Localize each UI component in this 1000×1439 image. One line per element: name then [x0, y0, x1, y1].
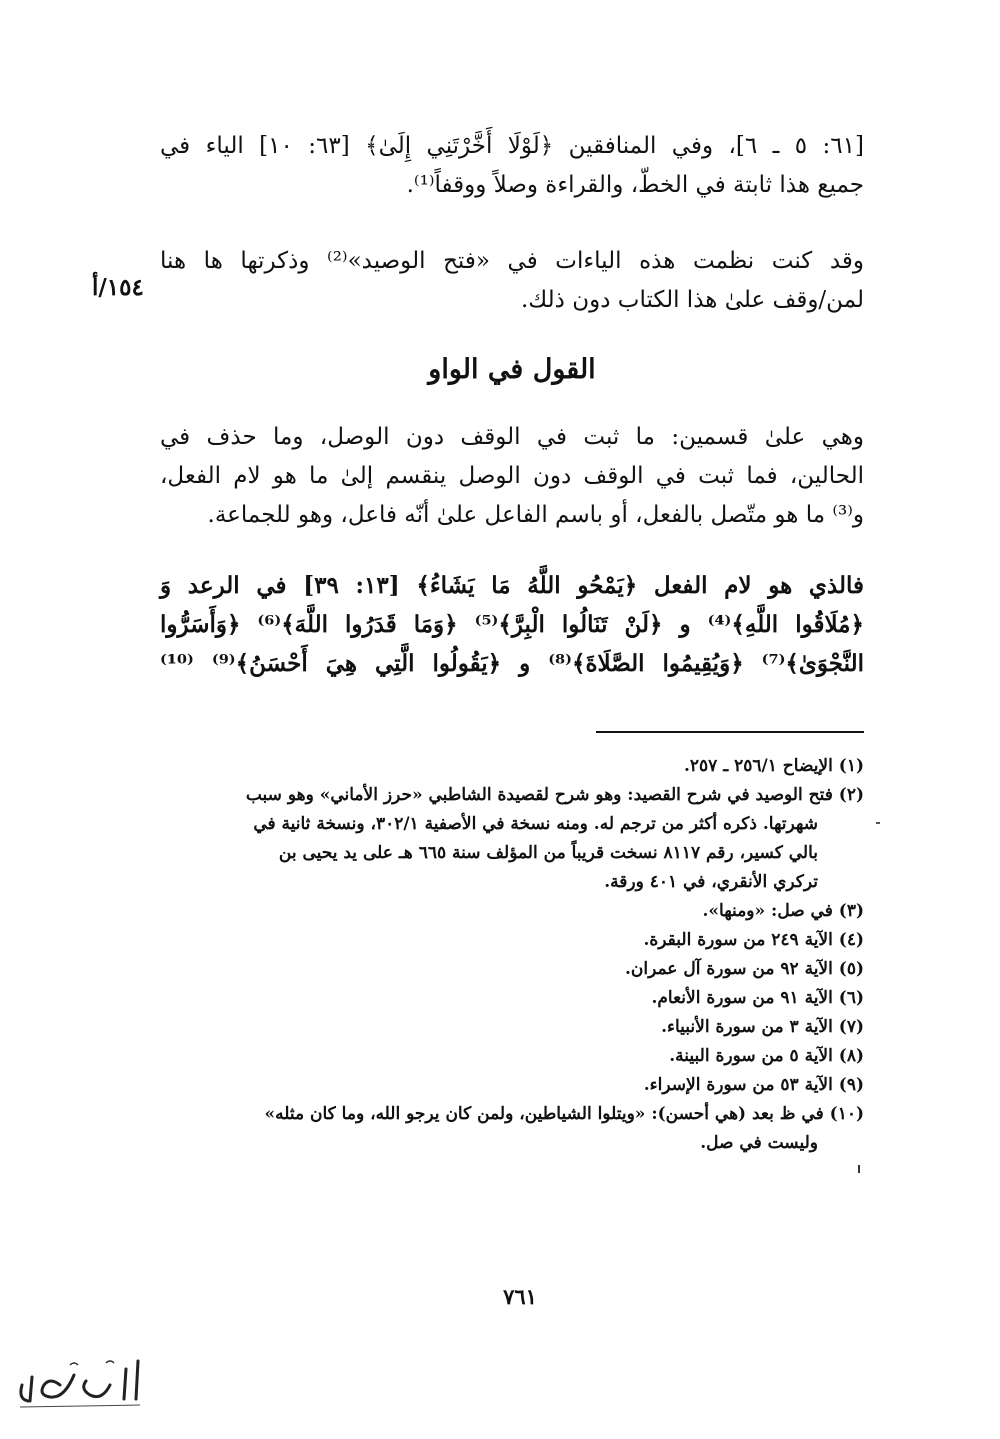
footnote-7: (٧) الآية ٣ من سورة الأنبياء. [661, 1017, 864, 1037]
page-number: ٧٦١ [503, 1284, 537, 1309]
footnote-2: (٢) فتح الوصيد في شرح القصيد: وهو شرح لقصيدة الشاطبي «حرز الأماني» وهو سبب [245, 785, 864, 805]
footnote-9: (٩) الآية ٥٣ من سورة الإسراء. [643, 1075, 864, 1095]
paragraph-3 [160, 418, 864, 535]
paragraph-2-line-2: لمن/وقف علىٰ هذا الكتاب دون ذلك. [520, 287, 864, 313]
paragraph-1-line-2: جميع هذا ثابتة في الخطّ، والقراءة وصلاً ووقفاً⁽¹⁾. [406, 172, 864, 198]
paragraph-2 [160, 242, 864, 320]
paragraph-2-line-1: وقد كنت نظمت هذه الياءات في «فتح الوصيد»⁽²⁾ وذكرتها ها هنا [160, 248, 864, 274]
paragraph-4-line-1: فالذي هو لام الفعل ﴿يَمْحُو اللَّهُ مَا يَشَاءُ﴾ [١٣: ٣٩] في الرعد وَ [160, 572, 865, 599]
footnote-4: (٤) الآية ٢٤٩ من سورة البقرة. [643, 930, 864, 950]
footnote-5: (٥) الآية ٩٢ من سورة آل عمران. [624, 959, 864, 979]
footnote-8: (٨) الآية ٥ من سورة البينة. [669, 1046, 864, 1066]
footnotes [160, 752, 864, 1158]
paragraph-4-line-3: النَّجْوَىٰ﴾⁽⁷⁾ ﴿وَيُقِيمُوا الصَّلَاةَ﴾⁽⁸⁾ و ﴿يَقُولُوا الَّتِي هِيَ أَحْسَنُ﴾⁽⁹⁾ ⁽¹⁰⁾ [160, 650, 864, 677]
paragraph-1 [160, 127, 864, 205]
footnote-6: (٦) الآية ٩١ من سورة الأنعام. [651, 988, 864, 1008]
paragraph-4 [160, 566, 864, 683]
footnote-1: (١) الإيضاح ٢٥٦/١ ـ ٢٥٧. [683, 756, 864, 776]
paragraph-3-line-1: وهي علىٰ قسمين: ما ثبت في الوقف دون الوصل، وما حذف في [160, 424, 864, 450]
section-heading: القول في الواو [428, 354, 596, 385]
paragraph-3-line-2: الحالين، فما ثبت في الوقف دون الوصل ينقسم إلىٰ ما هو لام الفعل، [160, 463, 864, 489]
footnote-3: (٣) في صل: «ومنها». [702, 901, 864, 921]
paragraph-1-line-1: [٦١: ٥ ـ ٦]، وفي المنافقين ﴿لَوْلَا أَخَّرْتَنِي إِلَىٰ﴾ [٦٣: ١٠] الياء في [160, 133, 864, 159]
folio-margin-note: ١٥٤/أ [92, 274, 144, 301]
footnote-10: (١٠) في ظ بعد (هي أحسن): «ويتلوا الشياطين، ولمن كان يرجو الله، وما كان مثله» [264, 1104, 864, 1124]
scan-mark [858, 1165, 860, 1173]
footnote-divider [596, 731, 864, 733]
footnote-2-cont: بالي كسير، رقم ٨١١٧ نسخت قريباً من المؤلف سنة ٦٦٥ هـ على يد يحيى بن [278, 843, 818, 863]
footnote-10-cont: وليست في صل. [700, 1133, 818, 1153]
paragraph-4-line-2: ﴿مُلَاقُوا اللَّهِ﴾⁽⁴⁾ و ﴿لَنْ تَنَالُوا الْبِرَّ﴾⁽⁵⁾ ﴿وَمَا قَدَرُوا اللَّهَ﴾⁽⁶⁾ ﴿وَأَسَرُّوا [160, 611, 864, 638]
paragraph-3-line-3: و⁽³⁾ ما هو متّصل بالفعل، أو باسم الفاعل علىٰ أنّه فاعل، وهو للجماعة. [207, 502, 864, 528]
calligraphy-watermark-logo [10, 1355, 150, 1415]
scan-mark [876, 822, 880, 824]
footnote-2-cont: تركري الأنقري، في ٤٠١ ورقة. [604, 872, 818, 892]
footnote-2-cont: شهرتها. ذكره أكثر من ترجم له. ومنه نسخة في الأصفية ٣٠٢/١، ونسخة ثانية في [253, 814, 818, 834]
